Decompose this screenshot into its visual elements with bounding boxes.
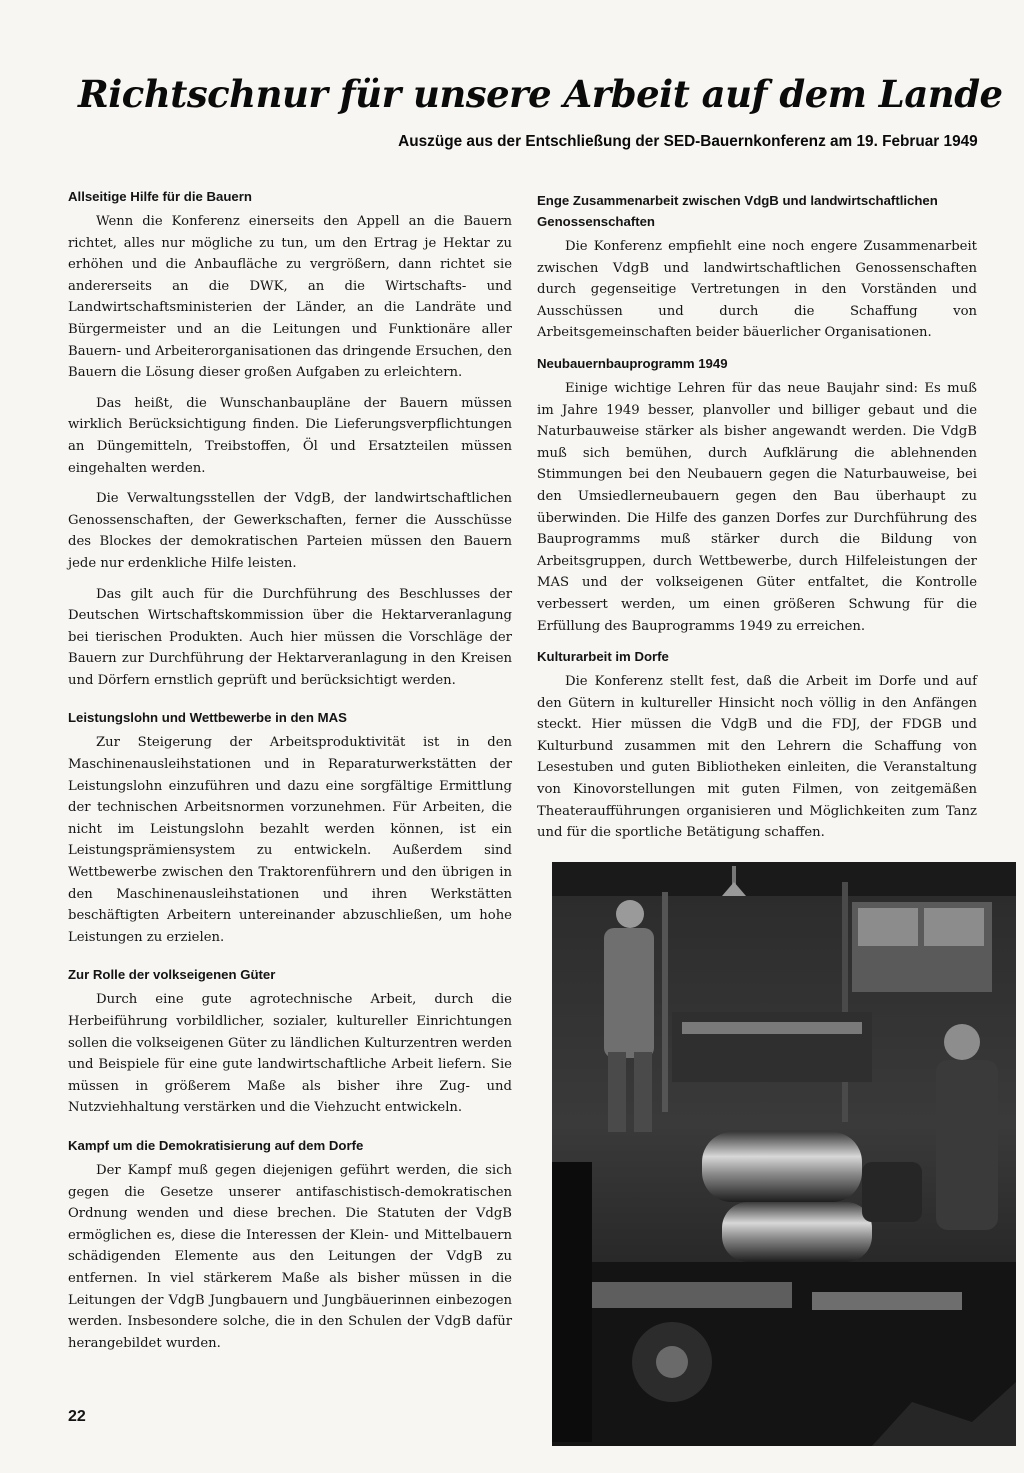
section-heading: Neubauernbauprogramm 1949 <box>537 355 728 371</box>
section-zusammenarbeit <box>537 190 977 344</box>
page-number: 22 <box>68 1408 86 1425</box>
paragraph: Der Kampf muß gegen diejenigen geführt werden, die sich gegen die Gesetze unserer antifaschistisch-demokratischen Ordnung wenden und diese brechen. Die Statuten der VdgB ermöglichen es, diese die Interessen der Klein- und Mittelbauern schädigenden Elemente aus den Leitungen der VdgB zu entfernen. In viel stärkerem Maße als bisher müssen in die Leitungen der VdgB Jungbauern und Jungbäuerinnen einbezogen werden. Insbesondere solche, die in den Schulen der VdgB dafür herangebildet wurden. <box>68 1162 512 1351</box>
section-kulturarbeit <box>537 646 977 844</box>
section-heading: Allseitige Hilfe für die Bauern <box>68 189 252 204</box>
section-heading: Enge Zusammenarbeit zwischen VdgB und landwirtschaftlichen Genossenschaften <box>537 193 938 229</box>
section-leistungslohn <box>68 707 512 948</box>
page-subtitle: Auszüge aus der Entschließung der SED-Bauernkonferenz am 19. Februar 1949 <box>398 133 978 150</box>
workshop-photo-illustration <box>552 862 1016 1446</box>
paragraph: Die Konferenz stellt fest, daß die Arbeit im Dorfe und auf den Gütern in kultureller Hinsicht noch völlig in den Anfängen steckt. Hier müssen die VdgB und die FDJ, der FDGB und Kulturbund zusammen mit den Lehrern die Schaffung von Lesestuben und guten Bibliotheken einleiten, die Veranstaltung von Kinovorstellungen mit guten Filmen, von zeitgemäßen Theateraufführungen organisieren und Möglichkeiten zum Tanz und für die sportliche Betätigung schaffen. <box>537 674 977 841</box>
section-heading: Leistungslohn und Wettbewerbe in den MAS <box>68 710 347 726</box>
section-allseitige-hilfe <box>68 186 512 691</box>
section-demokratisierung <box>68 1135 512 1354</box>
paragraph: Das gilt auch für die Durchführung des Beschlusses der Deutschen Wirtschaftskommission über die Hektarveranlagung bei tierischen Produkten. Auch hier müssen die Vorschläge der Bauern zur Durchführung der Hektarveranlagung in den Kreisen und Dörfern ernstlich geprüft und berücksichtigt werden. <box>68 586 512 688</box>
workshop-photo <box>552 862 1016 1446</box>
right-column <box>537 190 977 853</box>
section-heading: Kulturarbeit im Dorfe <box>537 649 669 665</box>
paragraph: Zur Steigerung der Arbeitsproduktivität ist in den Maschinenausleihstationen und in Reparaturwerkstätten der Leistungslohn einzuführen und dazu eine sorgfältige Ermittlung der technischen Arbeitsnormen vorzunehmen. Für Arbeiten, die nicht im Leistungslohn bezahlt werden können, ist ein Leistungsprämiensystem zu entwickeln. Außerdem sind Wettbewerbe zwischen den Traktorenführern und den übrigen in den Maschinenausleihstationen und ihren Werkstätten beschäftigten Arbeitern untereinander abzuschließen, um hohe Leistungen zu erzielen. <box>68 735 512 945</box>
section-neubauernbauprogramm <box>537 353 977 637</box>
section-volkseigene-gueter <box>68 964 512 1119</box>
section-heading: Kampf um die Demokratisierung auf dem Dorfe <box>68 1137 364 1153</box>
left-column <box>68 186 512 1370</box>
paragraph: Einige wichtige Lehren für das neue Baujahr sind: Es muß im Jahre 1949 besser, planvoller und billiger gebaut und die Naturbauweise stärker als bisher angewandt werden. Die VdgB muß sich bemühen, durch Aufklärung die ablehnenden Stimmungen bei den Neubauern gegen die Naturbauweise, bei den Umsiedlerneubauern gegen den Bau überhaupt zu überwinden. Die Hilfe des ganzen Dorfes zur Durchführung des Bauprogramms muß stärker durch die Bildung von Arbeitsgruppen, durch Wettbewerbe, durch Hilfeleistungen der MAS und der volkseigenen Güter entfaltet, die Kontrolle verbessert werden, um einen größeren Schwung für die Erfüllung des Bauprogramms 1949 zu erreichen. <box>537 380 977 634</box>
page-title: Richtschnur für unsere Arbeit auf dem Lande <box>78 72 1003 116</box>
paragraph: Wenn die Konferenz einerseits den Appell an die Bauern richtet, alles nur mögliche zu tun, um den Ertrag je Hektar zu erhöhen und die Anbaufläche zu vergrößern, dann richtet sie andererseits an die DWK, an die Wirtschafts- und Landwirtschaftsministerien der Länder, an die Landräte und Bürgermeister und an die Leitungen und Funktionäre aller Bauern- und Arbeiterorganisationen das dringende Ersuchen, den Bauern die Lösung dieser großen Aufgaben zu erleichtern. <box>68 214 512 381</box>
section-heading: Zur Rolle der volkseigenen Güter <box>68 967 276 983</box>
paragraph: Das heißt, die Wunschanbaupläne der Bauern müssen wirklich Berücksichtigung finden. Die Lieferungsverpflichtungen an Düngemitteln, Treibstoffen, Öl und Ersatzteilen müssen eingehalten werden. <box>68 395 512 476</box>
paragraph: Die Verwaltungsstellen der VdgB, der landwirtschaftlichen Genossenschaften, der Gewerkschaften, ferner die Ausschüsse des Blockes der demokratischen Parteien müssen den Bauern jede nur erdenkliche Hilfe leisten. <box>68 491 512 571</box>
paragraph: Die Konferenz empfiehlt eine noch engere Zusammenarbeit zwischen VdgB und landwirtschaftlichen Genossenschaften durch gegenseitige Vertretungen in den Vorständen und Ausschüssen und durch die Schaffung von Arbeitsgemeinschaften beider bäuerlicher Organisationen. <box>537 239 977 341</box>
paragraph: Durch eine gute agrotechnische Arbeit, durch die Herbeiführung vorbildlicher, sozialer, kultureller Einrichtungen sollen die volkseigenen Güter zu ländlichen Kulturzentren werden und Beispiele für eine gute landwirtschaftliche Arbeit liefern. Sie müssen in größerem Maße als bisher ihre Zug- und Nutzviehhaltung verstärken und die Viehzucht entwickeln. <box>68 992 512 1116</box>
